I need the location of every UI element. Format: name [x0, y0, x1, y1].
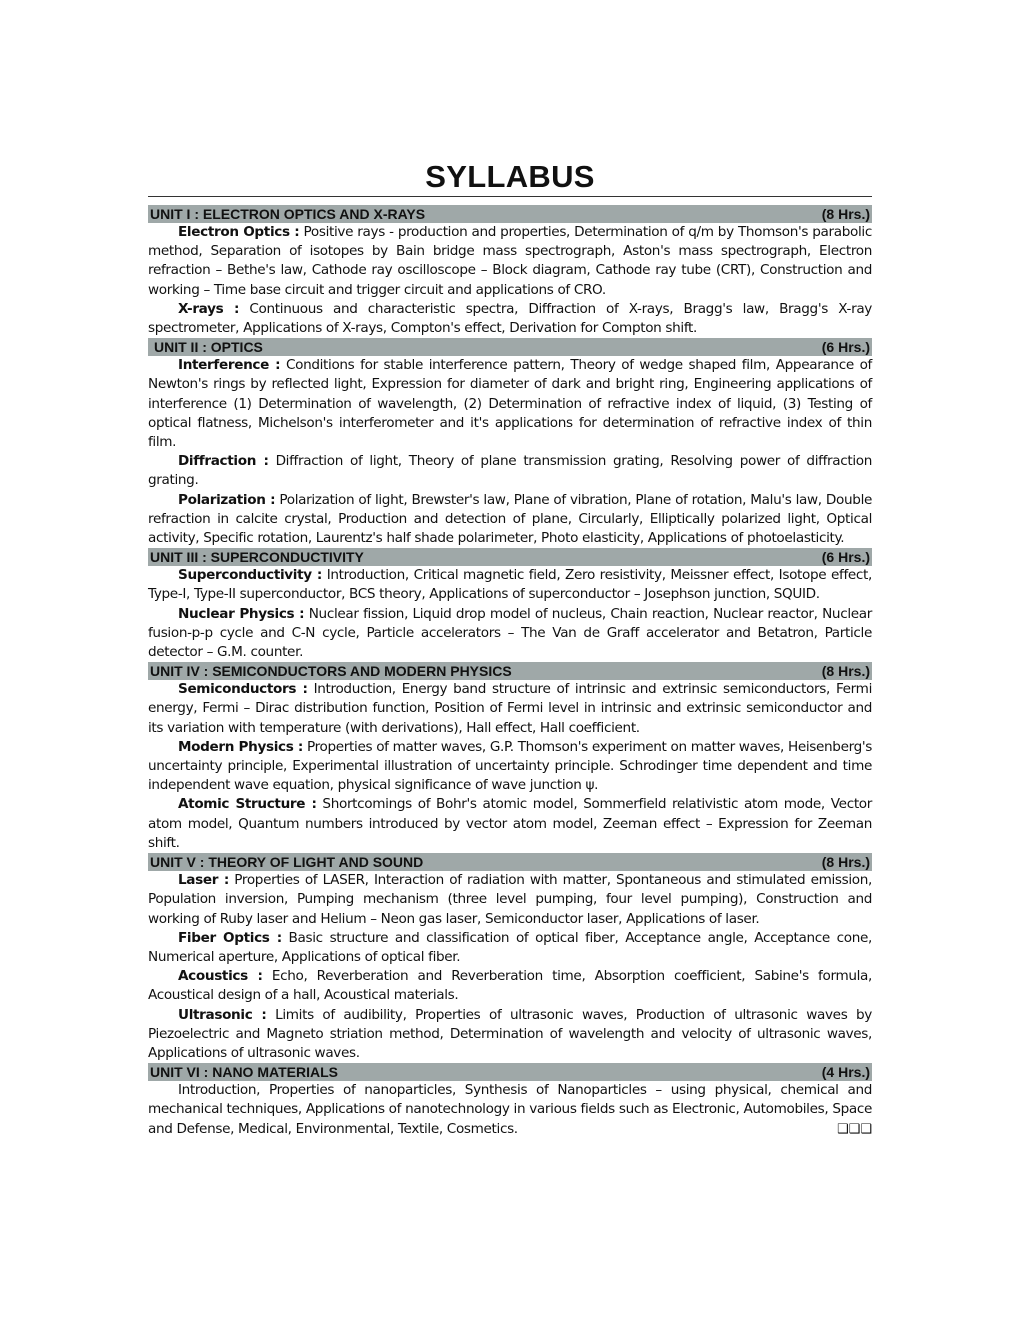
topic-heading: Fiber Optics : — [178, 929, 282, 946]
topic-text: Introduction, Energy band structure of intrinsic and extrinsic semiconductors, Fermi energy, Fermi – Dirac distribution function, Position of Fermi level in intrinsic and extrinsic semiconductor and its variation with temperature (with derivations), Hall effect, Hall coefficient. — [148, 681, 872, 736]
unit-hours: (6 Hrs.) — [821, 549, 870, 566]
topic-paragraph — [148, 967, 872, 1005]
end-of-section-mark: ❑❑❑ — [837, 1121, 872, 1137]
topic-paragraph — [148, 223, 872, 300]
topic-heading: Interference : — [178, 357, 281, 374]
topic-text: Basic structure and classification of optical fiber, Acceptance angle, Acceptance cone, Numerical aperture, Applications of optical fiber. — [148, 929, 873, 965]
topic-heading: Diffraction : — [178, 453, 269, 470]
topic-paragraph — [148, 566, 872, 604]
topic-paragraph — [148, 356, 872, 452]
syllabus-page — [148, 160, 872, 1139]
topic-heading: Nuclear Physics : — [178, 605, 305, 622]
unit-section — [148, 662, 872, 853]
unit-hours: (8 Hrs.) — [821, 663, 870, 680]
unit-title: UNIT V : THEORY OF LIGHT AND SOUND — [150, 854, 424, 871]
unit-hours: (4 Hrs.) — [821, 1064, 870, 1081]
unit-section — [148, 338, 872, 548]
topic-text: Polarization of light, Brewster's law, Plane of vibration, Plane of rotation, Malu's law, Double refraction in calcite crystal, Production and detection of plane, Circularly, Elliptically polarized light, Optical activity, Specific rotation, Laurentz's half shade polarimeter, Photo elasticity, Applications of photoelasticity. — [148, 491, 873, 547]
topic-heading: Atomic Structure : — [178, 796, 317, 813]
topic-heading: X-rays : — [178, 300, 240, 317]
topic-heading: Semiconductors : — [178, 681, 308, 698]
unit-header — [148, 548, 872, 566]
unit-hours: (8 Hrs.) — [821, 206, 870, 222]
topic-text: Shortcomings of Bohr's atomic model, Sommerfield relativistic atom mode, Vector atom model, Quantum numbers introduced by vector atom model, Zeeman effect – Expression for Zeeman shift. — [148, 796, 873, 851]
topic-paragraph — [148, 300, 872, 338]
unit-section — [148, 548, 872, 662]
topic-heading: Electron Optics : — [178, 224, 300, 240]
topic-paragraph — [148, 871, 872, 929]
unit-header — [148, 853, 872, 871]
topic-heading: Ultrasonic : — [178, 1006, 267, 1023]
topic-paragraph — [148, 1081, 872, 1139]
unit-title: UNIT III : SUPERCONDUCTIVITY — [150, 549, 364, 566]
unit-section — [148, 205, 872, 338]
unit-hours: (6 Hrs.) — [821, 339, 870, 356]
unit-header — [148, 1063, 872, 1081]
topic-text: Introduction, Critical magnetic field, Zero resistivity, Meissner effect, Isotope effect, Type-I, Type-II superconductor, BCS theory, Applications of superconductor – Josephson junction, SQUID. — [148, 567, 872, 603]
unit-section — [148, 1063, 872, 1139]
topic-paragraph — [148, 605, 872, 663]
unit-title: UNIT II : OPTICS — [154, 339, 263, 356]
topic-text: Echo, Reverberation and Reverberation time, Absorption coefficient, Sabine's formula, Acoustical design of a hall, Acoustical materials. — [148, 968, 872, 1004]
topic-text: Positive rays - production and properties, Determination of q/m by Thomson's parabolic method, Separation of isotopes by Bain bridge mass spectrograph, Aston's mass spectrograph, Electron refraction – Bethe's law, Cathode ray oscilloscope – Block diagram, Cathode ray tube (CRT), Construction and working – Time base circuit and trigger circuit and applications of CRO. — [148, 224, 872, 298]
topic-heading: Polarization : — [178, 491, 276, 508]
unit-title: UNIT VI : NANO MATERIALS — [150, 1064, 338, 1081]
topic-paragraph — [148, 452, 872, 490]
unit-title: UNIT IV : SEMICONDUCTORS AND MODERN PHYSICS — [150, 663, 512, 680]
topic-heading: Modern Physics : — [178, 738, 303, 755]
topic-text: Properties of matter waves, G.P. Thomson's experiment on matter waves, Heisenberg's uncertainty principle, Experimental illustration of uncertainty principle. Schrodinger time dependent and time independent wave equation, physical significance of wave junction ψ. — [148, 738, 872, 794]
topic-heading: Acoustics : — [178, 968, 263, 985]
topic-paragraph — [148, 491, 872, 549]
topic-text: Continuous and characteristic spectra, Diffraction of X-rays, Bragg's law, Bragg's X-ray spectrometer, Applications of X-rays, Compton's effect, Derivation for Compton shift. — [148, 300, 873, 337]
topic-paragraph — [148, 1006, 872, 1064]
topic-paragraph — [148, 795, 872, 853]
title-divider — [148, 196, 872, 197]
topic-heading: Laser : — [178, 872, 229, 889]
topic-paragraph — [148, 738, 872, 796]
topic-text: Properties of LASER, Interaction of radiation with matter, Spontaneous and stimulated emission, Population inversion, Pumping mechanism (three level pumping, four level pumping), Construction and working of Ruby laser and Helium – Neon gas laser, Semiconductor laser, Applications of laser. — [148, 872, 872, 927]
unit-header — [148, 338, 872, 356]
unit-hours: (8 Hrs.) — [821, 854, 870, 871]
topic-text: Diffraction of light, Theory of plane transmission grating, Resolving power of diffraction grating. — [148, 453, 872, 489]
topic-text: Limits of audibility, Properties of ultrasonic waves, Production of ultrasonic waves by Piezoelectric and Magneto striation method, Determination of wavelength and velocity of ultrasonic waves, Applications of ultrasonic waves. — [148, 1006, 873, 1061]
topic-text: Nuclear fission, Liquid drop model of nucleus, Chain reaction, Nuclear reactor, Nuclear fusion-p-p cycle and C-N cycle, Particle accelerators – The Van de Graff accelerator and Betatron, Particle detector – G.M. counter. — [148, 605, 872, 661]
topic-heading: Superconductivity : — [178, 567, 322, 584]
topic-text: Introduction, Properties of nanoparticles, Synthesis of Nanoparticles – using physical, chemical and mechanical techniques, Applications of nanotechnology in various fields such as Electronic, Automobiles, Space and Defense, Medical, Environmental, Textile, Cosmetics. — [148, 1082, 872, 1137]
unit-header — [148, 205, 872, 223]
page-title: SYLLABUS — [425, 159, 595, 194]
unit-header — [148, 662, 872, 680]
unit-title: UNIT I : ELECTRON OPTICS AND X-RAYS — [150, 206, 426, 222]
topic-paragraph — [148, 680, 872, 738]
topic-paragraph — [148, 929, 872, 967]
topic-text: Conditions for stable interference pattern, Theory of wedge shaped film, Appearance of Newton's rings by reflected light, Expression for diameter of dark and bright ring, Engineering applications of interference (1) Determination of wavelength, (2) Determination of refractive index of liquid, (3) Testing of optical flatness, Michelson's interferometer and it's applications for determination of refractive index of thin film. — [148, 357, 872, 451]
unit-section — [148, 853, 872, 1063]
